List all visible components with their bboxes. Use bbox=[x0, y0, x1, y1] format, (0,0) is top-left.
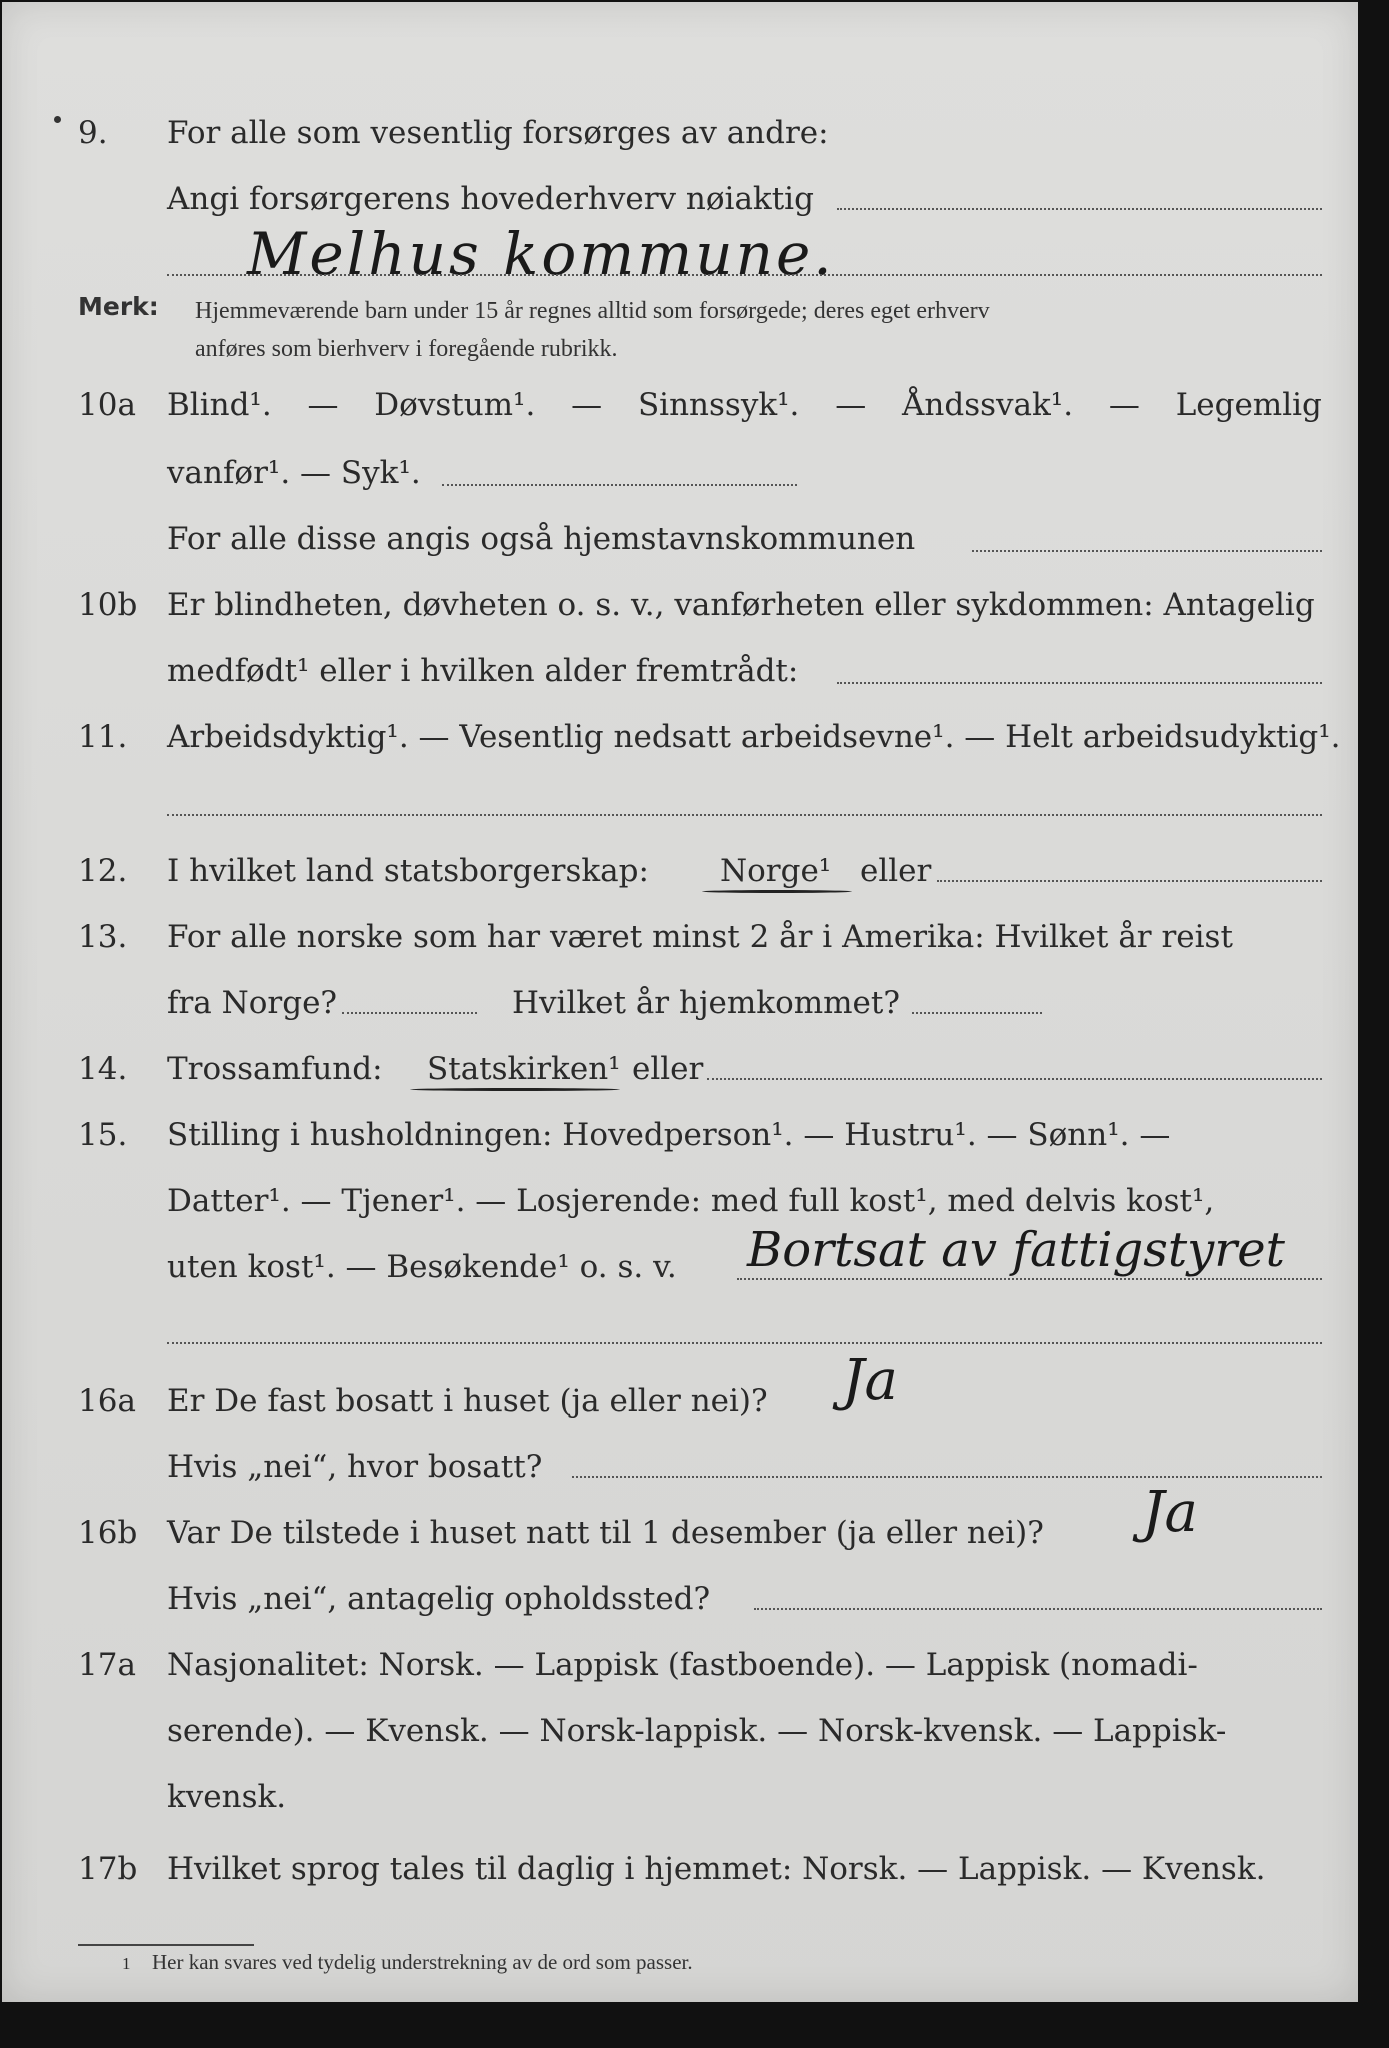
q10b-text-2: medfødt¹ eller i hvilken alder fremtrådt: bbox=[167, 653, 799, 689]
q9-answer-dotline-1 bbox=[837, 208, 1322, 210]
q15-text-2: Datter¹. — Tjener¹. — Losjerende: med full kost¹, med delvis kost¹, bbox=[167, 1183, 1215, 1219]
q15-handwritten-answer: Bortsat av fattigstyret bbox=[747, 1222, 1285, 1278]
q12-dotline bbox=[937, 880, 1322, 882]
q17a-row-1 bbox=[2, 1640, 1358, 1690]
q17a-row-2 bbox=[2, 1706, 1358, 1756]
q16a-number: 16a bbox=[78, 1383, 136, 1419]
q9-handwritten-answer: Melhus kommune. bbox=[247, 220, 835, 288]
q16b-handwritten-answer: Ja bbox=[1142, 1480, 1198, 1545]
q10a-word: — bbox=[1108, 387, 1140, 423]
q14-statskirken-underline bbox=[410, 1088, 620, 1091]
q17a-number: 17a bbox=[78, 1647, 136, 1683]
q15-dotline-1 bbox=[737, 1278, 1322, 1280]
q14-eller: eller bbox=[632, 1051, 704, 1087]
merk-text-1: Hjemmeværende barn under 15 år regnes alltid som forsørgede; deres eget erhverv bbox=[195, 298, 990, 324]
q14-label: Trossamfund: bbox=[167, 1051, 383, 1087]
q10a-dotline-1 bbox=[442, 484, 797, 486]
q15-text-1: Stilling i husholdningen: Hovedperson¹. — Hustru¹. — Sønn¹. — bbox=[167, 1117, 1171, 1153]
q11-number: 11. bbox=[78, 719, 128, 755]
q16b-text-1: Var De tilstede i huset natt til 1 desember (ja eller nei)? bbox=[167, 1515, 1044, 1551]
q16a-text-1: Er De fast bosatt i huset (ja eller nei)? bbox=[167, 1383, 768, 1419]
q15-number: 15. bbox=[78, 1117, 128, 1153]
q17b-text-1: Hvilket sprog tales til daglig i hjemmet: Norsk. — Lappisk. — Kvensk. bbox=[167, 1851, 1266, 1887]
q16a-handwritten-answer: Ja bbox=[842, 1348, 898, 1413]
q13-number: 13. bbox=[78, 919, 128, 955]
q17a-row-3 bbox=[2, 1772, 1358, 1822]
q10a-word: — bbox=[835, 387, 867, 423]
q17a-text-2: serende). — Kvensk. — Norsk-lappisk. — Norsk-kvensk. — Lappisk- bbox=[167, 1713, 1227, 1749]
q11-dotline bbox=[167, 814, 1322, 816]
q17a-text-1: Nasjonalitet: Norsk. — Lappisk (fastboende). — Lappisk (nomadi- bbox=[167, 1647, 1198, 1683]
q13-text-1: For alle norske som har været minst 2 år i Amerika: Hvilket år reist bbox=[167, 919, 1233, 955]
q16b-text-2: Hvis „nei“, antagelig opholdssted? bbox=[167, 1581, 711, 1617]
q12-eller: eller bbox=[860, 853, 932, 889]
q11-row-1 bbox=[2, 712, 1358, 762]
q10b-number: 10b bbox=[78, 587, 138, 623]
q16b-number: 16b bbox=[78, 1515, 138, 1551]
q10b-row-2 bbox=[2, 646, 1358, 696]
footnote-mark: 1 bbox=[122, 1954, 131, 1973]
q16b-row-2 bbox=[2, 1574, 1358, 1624]
q14-row-1 bbox=[2, 1044, 1358, 1094]
q10a-row-1 bbox=[2, 380, 1358, 430]
q10a-options bbox=[167, 380, 1322, 430]
q9-text-1: For alle som vesentlig forsørges av andre: bbox=[167, 115, 829, 151]
q15-row-2 bbox=[2, 1176, 1358, 1226]
merk-text-2: anføres som bierhverv i foregående rubrikk. bbox=[195, 336, 618, 362]
q9-row-1 bbox=[2, 108, 1358, 158]
q10a-row-3 bbox=[2, 514, 1358, 564]
q12-row-1 bbox=[2, 846, 1358, 896]
q11-text-1: Arbeidsdyktig¹. — Vesentlig nedsatt arbeidsevne¹. — Helt arbeidsudyktig¹. bbox=[167, 719, 1341, 755]
q12-number: 12. bbox=[78, 853, 128, 889]
q10a-word: Blind¹. bbox=[167, 387, 272, 423]
q12-norge: Norge¹ bbox=[720, 853, 832, 889]
footnote-rule bbox=[78, 1944, 254, 1946]
q15-row-1 bbox=[2, 1110, 1358, 1160]
q10a-word: — bbox=[571, 387, 603, 423]
q10a-word: Åndssvak¹. bbox=[902, 387, 1074, 423]
q10b-dotline bbox=[837, 682, 1322, 684]
q14-statskirken: Statskirken¹ bbox=[427, 1051, 621, 1087]
q17b-row-1 bbox=[2, 1844, 1358, 1894]
q10a-word: Døvstum¹. bbox=[374, 387, 536, 423]
q9-text-2: Angi forsørgerens hovederhverv nøiaktig bbox=[167, 181, 814, 217]
q13-text-2a: fra Norge? bbox=[167, 985, 338, 1021]
q13-dotline-2 bbox=[912, 1012, 1042, 1014]
footnote-text: Her kan svares ved tydelig understrekning av de ord som passer. bbox=[152, 1950, 693, 1974]
q10b-row-1 bbox=[2, 580, 1358, 630]
q10a-word: Legemlig bbox=[1175, 387, 1322, 423]
q16a-row-1 bbox=[2, 1376, 1358, 1426]
q10a-row-2 bbox=[2, 448, 1358, 498]
q13-dotline-1 bbox=[342, 1012, 477, 1014]
q9-number: 9. bbox=[78, 115, 108, 151]
q12-text: I hvilket land statsborgerskap: bbox=[167, 853, 649, 889]
q10a-word: — bbox=[307, 387, 339, 423]
q13-text-2b: Hvilket år hjemkommet? bbox=[512, 985, 900, 1021]
q12-norge-underline bbox=[702, 890, 852, 893]
q13-row-1 bbox=[2, 912, 1358, 962]
q14-number: 14. bbox=[78, 1051, 128, 1087]
q16b-dotline bbox=[754, 1608, 1322, 1610]
q10a-word: Sinnssyk¹. bbox=[637, 387, 800, 423]
q16a-text-2: Hvis „nei“, hvor bosatt? bbox=[167, 1449, 543, 1485]
q10b-text-1: Er blindheten, døvheten o. s. v., vanførheten eller sykdommen: Antagelig bbox=[167, 587, 1315, 623]
q10a-number: 10a bbox=[78, 387, 136, 423]
q16a-dotline bbox=[572, 1476, 1322, 1478]
q17a-text-3: kvensk. bbox=[167, 1779, 287, 1815]
q10a-text-3: For alle disse angis også hjemstavnskommunen bbox=[167, 521, 916, 557]
q14-dotline bbox=[707, 1078, 1322, 1080]
census-form-page bbox=[2, 2, 1358, 2002]
q13-row-2 bbox=[2, 978, 1358, 1028]
merk-label: Merk: bbox=[78, 292, 159, 321]
q17b-number: 17b bbox=[78, 1851, 138, 1887]
q10a-text-2: vanfør¹. — Syk¹. bbox=[167, 455, 421, 491]
q15-text-3: uten kost¹. — Besøkende¹ o. s. v. bbox=[167, 1249, 677, 1285]
q9-answer-dotline-2 bbox=[167, 274, 1322, 276]
q10a-dotline-2 bbox=[972, 550, 1322, 552]
q15-dotline-2 bbox=[167, 1342, 1322, 1344]
q9-row-2 bbox=[2, 174, 1358, 224]
